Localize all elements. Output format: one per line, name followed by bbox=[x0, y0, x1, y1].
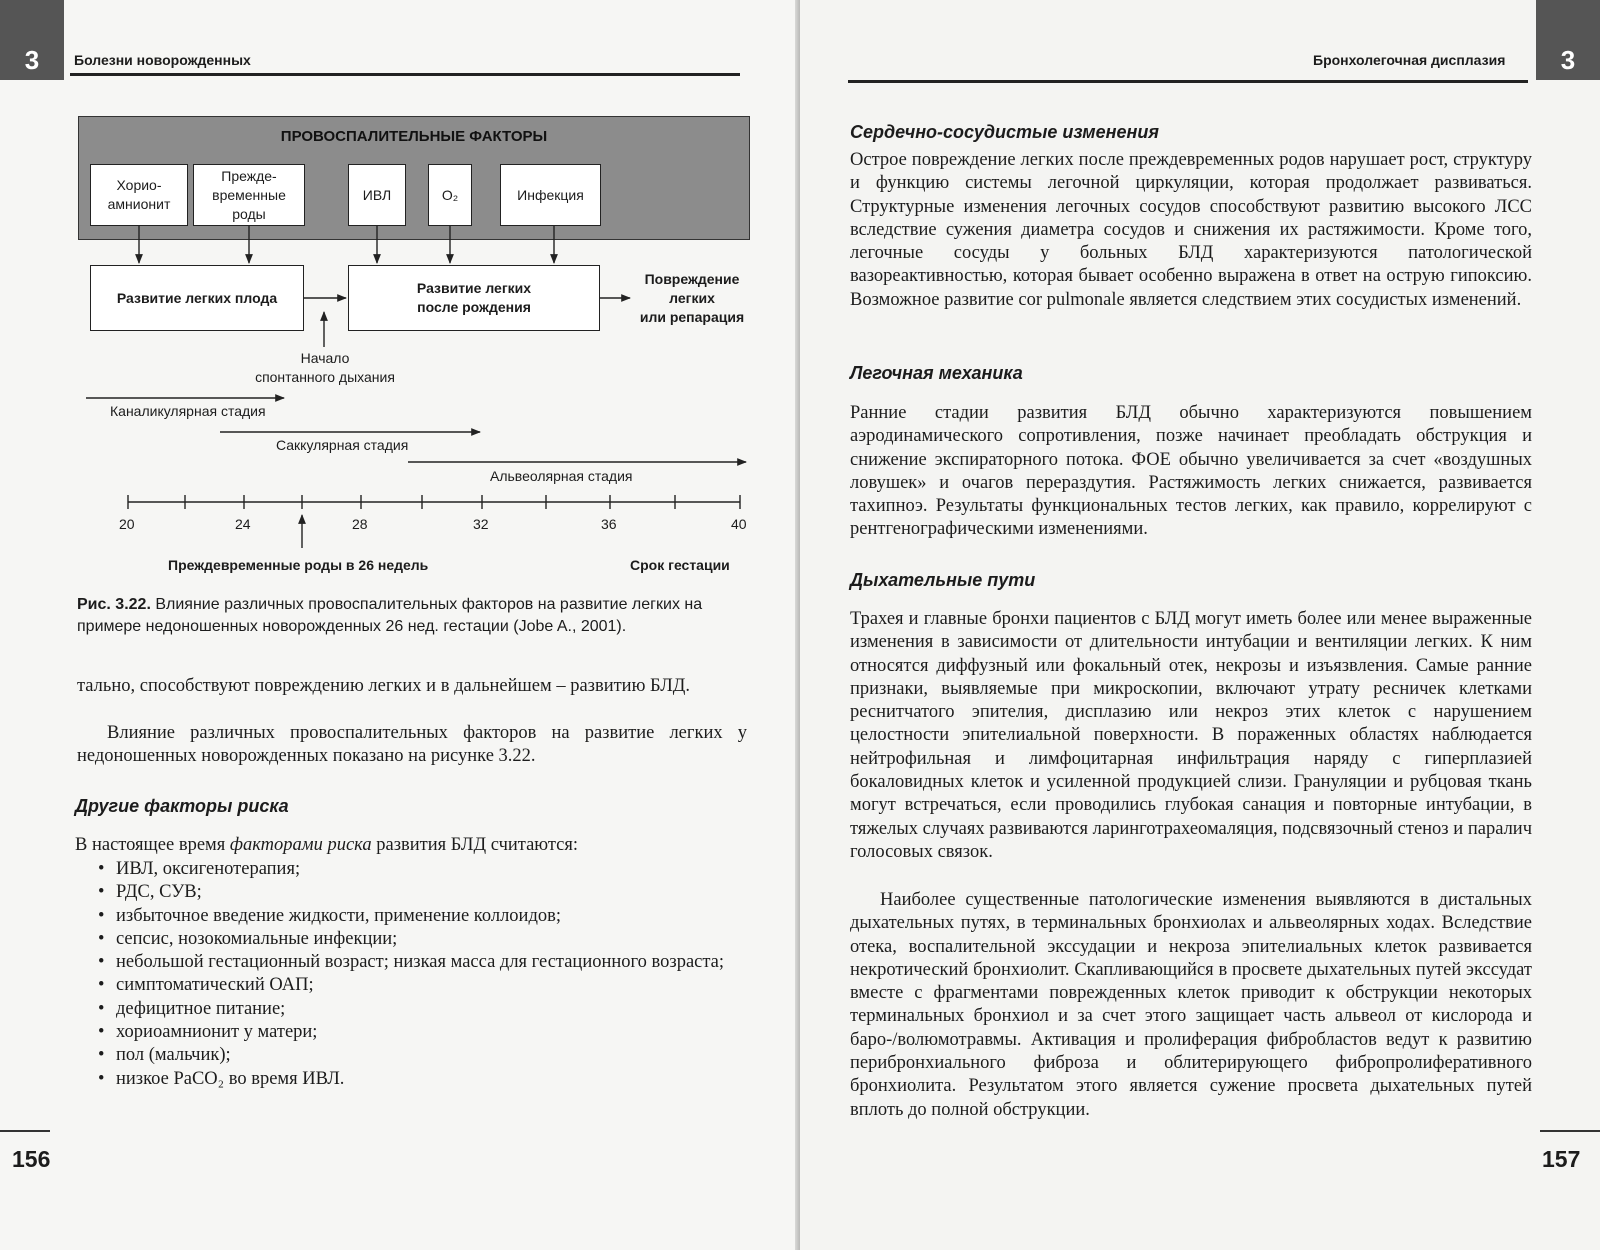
risk-intro-post: развития БЛД считаются: bbox=[371, 835, 579, 855]
header-rule bbox=[848, 80, 1528, 83]
risk-intro bbox=[75, 834, 750, 857]
band-header: ПРОВОСПАЛИТЕЛЬНЫЕ ФАКТОРЫ bbox=[280, 128, 548, 145]
tick-label: 36 bbox=[601, 516, 617, 532]
figure-3-22 bbox=[0, 0, 800, 580]
breathing-onset-label: Начало спонтанного дыхания bbox=[255, 350, 395, 385]
chapter-tab: 3 bbox=[1536, 0, 1600, 80]
list-item: • хориоамнионит у матери; bbox=[94, 1021, 750, 1044]
paragraph: Влияние различных провоспалительных факторов на развитие легких у недоношенных новорожденных показано на рисунке 3.22. bbox=[77, 723, 747, 767]
paragraph: Ранние стадии развития БЛД обычно характеризуются повышением аэродинамического сопротивления, позже начинает преобладать обструкция и снижение экспираторного потока. ФОЕ обычно увеличивается за счет «воздушных ловушек» и очагов перераздутия. Растяжимость легких снижается, развивается тахипноэ. Результаты функциональных тестов легких, как правило, коррелируют с рентгенографическими изменениями. bbox=[850, 403, 1532, 540]
paragraph: тально, способствуют повреждению легких и в дальнейшем – развитию БЛД. bbox=[77, 676, 690, 696]
list-item: • избыточное введение жидкости, применение коллоидов; bbox=[94, 905, 750, 928]
postnatal-lung-label: Развитие легких после рождения bbox=[416, 280, 532, 315]
gestation-label: Срок гестации bbox=[630, 557, 730, 573]
paragraph: Острое повреждение легких после преждевременных родов нарушает рост, структуру и функцию системы легочной циркуляции, которая продолжает развиваться. Структурные изменения легочных сосудов способствуют развитию высокого ЛСС вследствие сужения диаметра сосудов и снижения их растяжимости. Кроме того, легочные сосуды у больных БЛД характеризуются патологической вазореактивностью, которая бывает особенно выражена в ответ на острую гипоксию. Возможное развитие cor pulmonale является следствием этих сосудистых изменений. bbox=[850, 150, 1532, 310]
factor-label: ИВЛ bbox=[362, 186, 392, 203]
list-item: • РДС, СУВ; bbox=[94, 881, 750, 904]
paragraph: Трахея и главные бронхи пациентов с БЛД могут иметь более или менее выраженные изменения в зависимости от длительности интубации и вентиляции легких. К ним относятся диффузный или фокальный отек, некрозы и изъязвления. Самые ранние признаки, выявляемые при микроскопии, включают утрату ресничек клетками реснитчатого эпителия, дисплазию или некроз этих клеток с нарушением целостности эпителиальной поверхности. В пораженных областях наблюдается нейтрофильная и лимфоцитарная инфильтрация наряду с гиперплазией бокаловидных клеток и усиленной продукцией слизи. Грануляции и рубцовая ткань могут встречаться, если проводились глубокая санация и повторные интубации, в тяжелых случаях развиваются ларинготрахеомаляция, подсвязочный стеноз и паралич голосовых связок. bbox=[850, 609, 1532, 862]
tick-label: 40 bbox=[731, 516, 747, 532]
risk-intro-em: факторами риска bbox=[229, 835, 372, 855]
page-number: 157 bbox=[1542, 1146, 1581, 1172]
running-head: Болезни новорожденных bbox=[74, 52, 251, 68]
risk-list bbox=[94, 858, 750, 1091]
paragraph: Наиболее существенные патологические изменения выявляются в дистальных дыхательных путях, в терминальных бронхиолах и альвеолярных ходах. Вследствие отека, воспалительной экссудации и некроза эпителиальных клеток развивается некротический бронхиолит. Скапливающийся в просвете дыхательных путей экссудат вместе с фрагментами поврежденных клеток приводит к обструкции некоторых терминальных бронхиол и за счет этого защищает часть альвеол от кислорода и баро-/волюмотравмы. Активация и пролиферация фибробластов ведут к развитию перибронхиального фиброза и облитерирующего фибропролиферативного бронхиолита. Результатом этого является сужение просвета дыхательных путей вплоть до полной обструкции. bbox=[850, 890, 1532, 1120]
stage-alveolar: Альвеолярная стадия bbox=[490, 468, 633, 484]
caption-label: Рис. 3.22. bbox=[77, 596, 151, 613]
heading-cardio: Сердечно-сосудистые изменения bbox=[850, 122, 1159, 142]
fetal-lung-label: Развитие легких плода bbox=[116, 289, 278, 306]
list-item: • пол (мальчик); bbox=[94, 1044, 750, 1067]
preterm-label: Преждевременные роды в 26 недель bbox=[168, 557, 429, 573]
figure-caption bbox=[77, 594, 747, 638]
outcome-label: Повреждение легких или репарация bbox=[639, 271, 745, 325]
factor-label: Прежде- временные роды bbox=[212, 167, 286, 222]
list-item: • небольшой гестационный возраст; низкая масса для гестационного возраста; bbox=[94, 951, 750, 974]
heading-airways: Дыхательные пути bbox=[850, 570, 1036, 590]
diagram-connectors bbox=[0, 0, 800, 580]
footer-rule bbox=[0, 1130, 50, 1132]
stage-canalicular: Каналикулярная стадия bbox=[110, 403, 266, 419]
list-item: • симптоматический ОАП; bbox=[94, 974, 750, 997]
tick-label: 24 bbox=[235, 516, 251, 532]
tick-label: 32 bbox=[473, 516, 489, 532]
stage-saccular: Саккулярная стадия bbox=[276, 437, 409, 453]
list-item: • ИВЛ, оксигенотерапия; bbox=[94, 858, 750, 881]
heading-other-risk: Другие факторы риска bbox=[75, 796, 289, 816]
risk-intro-pre: В настоящее время bbox=[75, 835, 230, 855]
list-item: • сепсис, нозокомиальные инфекции; bbox=[94, 928, 750, 951]
right-page bbox=[800, 0, 1600, 1250]
caption-text: Влияние различных провоспалительных факторов на развитие легких на примере недоношенных новорожденных 26 нед. гестации (Jobe A., 2001). bbox=[77, 596, 703, 635]
factor-label: Инфекция bbox=[517, 186, 584, 203]
factor-label: O₂ bbox=[441, 186, 459, 203]
list-item: • низкое PaCO₂ во время ИВЛ. bbox=[94, 1068, 750, 1091]
page-number: 156 bbox=[12, 1146, 51, 1172]
tick-label: 20 bbox=[119, 516, 135, 532]
running-head: Бронхолегочная дисплазия bbox=[1313, 52, 1506, 68]
heading-mechanics: Легочная механика bbox=[850, 363, 1023, 383]
factor-label: Хорио- амнионит bbox=[107, 177, 171, 212]
chapter-tab: 3 bbox=[0, 0, 64, 80]
tick-label: 28 bbox=[352, 516, 368, 532]
footer-rule bbox=[1540, 1130, 1600, 1132]
list-item: • дефицитное питание; bbox=[94, 998, 750, 1021]
